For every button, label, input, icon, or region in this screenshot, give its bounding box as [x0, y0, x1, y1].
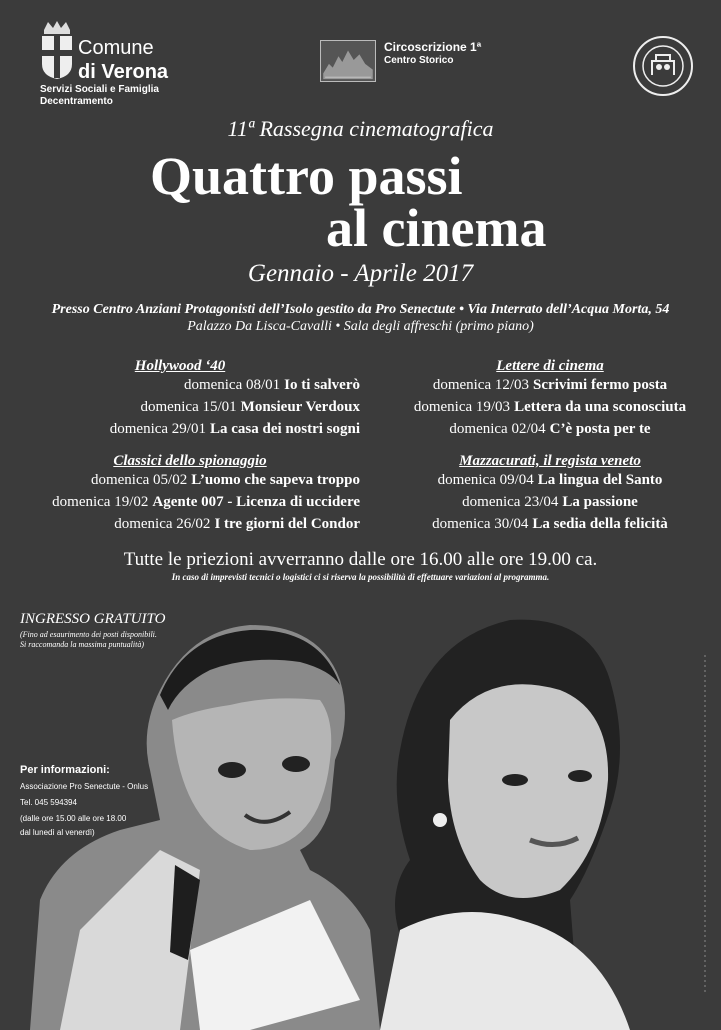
screening-day: domenica 29/01	[109, 421, 206, 437]
verona-crest-icon	[40, 20, 74, 80]
free-entry-label: INGRESSO GRATUITO	[20, 611, 166, 627]
screening-day: domenica 19/03	[413, 399, 511, 415]
screening-times: Tutte le priezioni avverranno dalle ore 16.00 alle ore 19.00 ca.	[123, 549, 598, 570]
info-title: Per informazioni:	[20, 764, 110, 776]
program-disclaimer: In caso di imprevisti tecnici o logistici ci si riserva la possibilità di effettuare variazioni al programma.	[171, 572, 550, 582]
film-title: La sedia della felicità	[532, 516, 668, 532]
list-item	[380, 374, 720, 396]
screening-day: domenica 05/02	[90, 472, 188, 488]
free-entry-note-2: Si raccomanda la massima puntualità)	[20, 640, 144, 649]
event-dates: Gennaio - Aprile 2017	[247, 260, 474, 287]
film-title: La passione	[562, 494, 638, 510]
list-item	[380, 418, 720, 440]
edition-subtitle: 11ª Rassegna cinematografica	[227, 116, 494, 141]
film-title: La lingua del Santo	[537, 472, 663, 488]
department-line-2: Decentramento	[40, 96, 113, 107]
list-item	[114, 513, 360, 535]
circoscrizione-subtitle: Centro Storico	[384, 55, 454, 66]
info-line: Associazione Pro Senectute - Onlus	[20, 782, 149, 791]
section-heading-lettere: Lettere di cinema	[496, 358, 604, 374]
screening-day: domenica 15/01	[140, 399, 237, 415]
info-line: Tel. 045 594394	[20, 798, 77, 807]
film-title: Lettera da una sconosciuta	[514, 399, 687, 415]
info-line: (dalle ore 15.00 alle ore 18.00	[20, 814, 127, 823]
event-title-line-2: al cinema	[326, 198, 547, 258]
film-title: I tre giorni del Condor	[214, 516, 360, 532]
film-title: Monsieur Verdoux	[240, 399, 360, 415]
film-title: C’è posta per te	[549, 421, 651, 437]
comune-name: Comune	[78, 37, 154, 59]
screening-day: domenica 26/02	[114, 516, 211, 532]
screening-day: domenica 09/04	[437, 472, 534, 488]
print-credits-strip	[700, 655, 710, 995]
list-item	[91, 469, 360, 491]
screening-day: domenica 02/04	[449, 421, 546, 437]
list-item	[380, 469, 720, 491]
section-heading-mazzacurati: Mazzacurati, il regista veneto	[459, 453, 641, 469]
film-title: Agente 007 - Licenza di uccidere	[152, 494, 360, 510]
pro-senectute-logo	[632, 35, 694, 97]
comune-city: di Verona	[78, 61, 169, 83]
list-item	[52, 491, 360, 513]
actress-photo-woman	[340, 600, 640, 1030]
list-item	[140, 396, 360, 418]
info-line: dal lunedì al venerdì)	[20, 828, 95, 837]
free-entry-note-1: (Fino ad esaurimento dei posti disponibili.	[20, 630, 157, 639]
section-heading-hollywood: Hollywood ‘40	[134, 358, 226, 374]
venue-line-1: Presso Centro Anziani Protagonisti dell’Isolo gestito da Pro Senectute • Via Interrato dell’Acqua Morta, 54	[51, 302, 670, 317]
film-title: Io ti salverò	[284, 377, 360, 393]
screening-day: domenica 23/04	[462, 494, 559, 510]
screening-day: domenica 08/01	[183, 377, 281, 393]
circoscrizione-title: Circoscrizione 1ª	[384, 40, 482, 54]
film-title: L’uomo che sapeva troppo	[191, 472, 360, 488]
screening-day: domenica 30/04	[432, 516, 529, 532]
list-item	[380, 513, 720, 535]
list-item	[380, 396, 720, 418]
screening-day: domenica 12/03	[432, 377, 530, 393]
list-item	[380, 491, 720, 513]
department-line-1: Servizi Sociali e Famiglia	[40, 84, 159, 95]
event-title-line-1: Quattro passi	[150, 146, 463, 206]
list-item	[110, 418, 360, 440]
section-heading-spionaggio: Classici dello spionaggio	[113, 453, 267, 469]
venue-line-2: Palazzo Da Lisca-Cavalli • Sala degli affreschi (primo piano)	[187, 319, 534, 334]
screening-day: domenica 19/02	[52, 494, 149, 510]
circoscrizione-city-illustration	[320, 40, 376, 82]
film-title: Scrivimi fermo posta	[533, 377, 668, 393]
film-title: La casa dei nostri sogni	[209, 421, 360, 437]
list-item	[184, 374, 360, 396]
